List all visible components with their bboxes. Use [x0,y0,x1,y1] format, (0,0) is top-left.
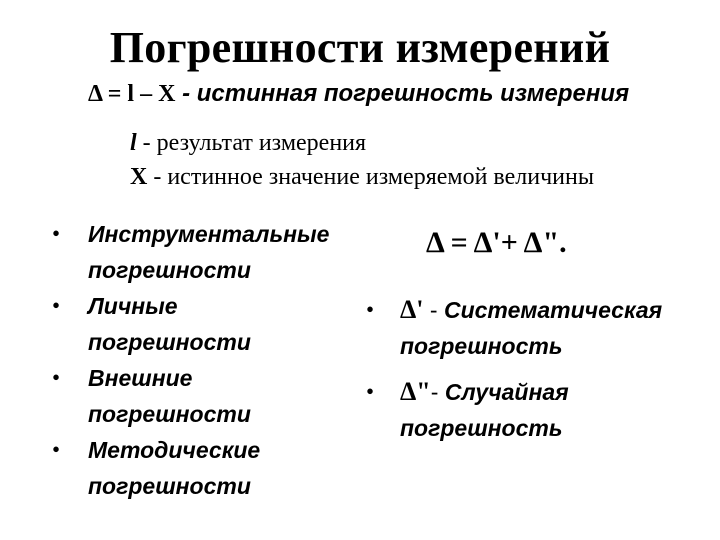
definition-symbol: X [130,164,148,190]
list-item [52,360,352,432]
bullet-icon: • [52,221,61,246]
definition-x [130,164,594,191]
bullet-icon: • [366,379,375,404]
list-item [52,216,352,288]
definition-text: - истинное значение измеряемой величины [147,164,594,190]
list-item-line2: погрешности [88,257,251,283]
component-separator: - [423,297,444,323]
bullet-icon: • [366,297,375,322]
component-line1: Систематическая [443,297,663,323]
list-item-line2: погрешности [88,473,251,499]
list-item-line2: погрешности [88,329,251,355]
definition-l [130,130,366,157]
true-error-description: - истинная погрешность измерения [175,80,630,107]
total-error-formula: Δ = Δ'+ Δ". [426,226,567,259]
true-error-formula [88,80,629,108]
definition-symbol: l [130,130,137,156]
component-line2: погрешность [400,415,563,441]
definition-text: - результат измерения [136,130,367,156]
component-symbol: Δ' [400,295,424,324]
list-item-line1: Внешние [88,365,193,391]
list-item [52,288,352,360]
bullet-icon: • [52,365,61,390]
bullet-icon: • [52,293,61,318]
list-item [366,374,706,446]
component-separator: - [430,379,445,405]
list-item-line1: Методические [88,437,261,463]
component-line2: погрешность [400,333,563,359]
component-symbol: Δ" [400,377,431,406]
error-types-list [52,216,352,504]
list-item-line1: Инструментальные [88,221,330,247]
error-components-list [366,292,706,456]
true-error-equation: Δ = l – X [88,81,176,107]
list-item [366,292,706,364]
component-line1: Случайная [444,379,569,405]
slide-title: Погрешности измерений [109,23,611,72]
list-item [52,432,352,504]
bullet-icon: • [52,437,61,462]
list-item-line2: погрешности [88,401,251,427]
list-item-line1: Личные [88,293,178,319]
